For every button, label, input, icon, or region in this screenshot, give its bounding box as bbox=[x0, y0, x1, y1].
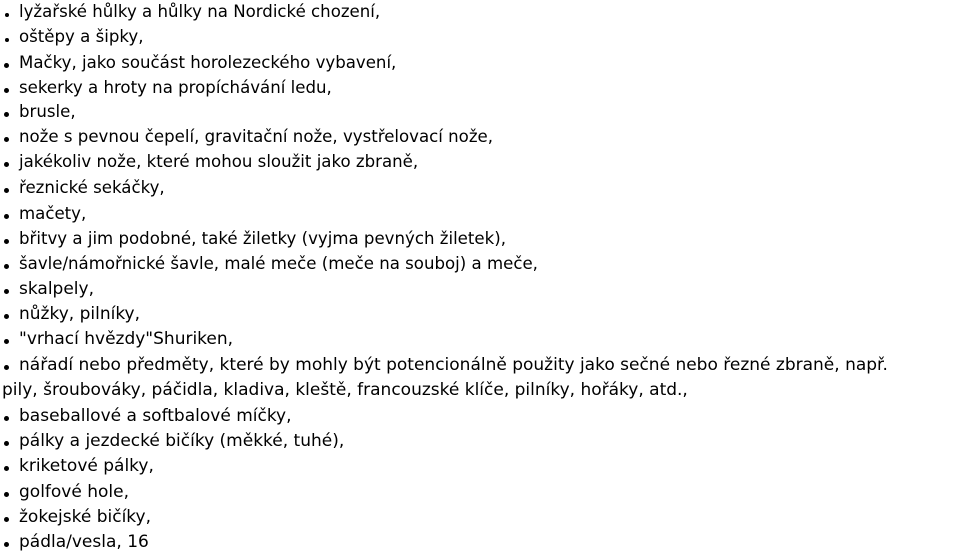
bullet-icon bbox=[4, 517, 9, 522]
list-item-text: jakékoliv nože, které mohou sloužit jako zbraně, bbox=[19, 152, 419, 171]
bullet-icon bbox=[4, 289, 9, 294]
list-item-text: lyžařské hůlky a hůlky na Nordické chození, bbox=[19, 2, 381, 21]
list-item-text: šavle/námořnické šavle, malé meče (meče na souboj) a meče, bbox=[19, 254, 538, 273]
list-item-text: brusle, bbox=[19, 102, 76, 121]
bullet-icon bbox=[4, 466, 9, 471]
list-item-text: mačety, bbox=[19, 204, 87, 223]
bullet-icon bbox=[4, 137, 9, 142]
bullet-icon bbox=[4, 314, 9, 319]
list-item-text: skalpely, bbox=[19, 279, 94, 299]
bullet-icon bbox=[5, 13, 9, 17]
list-item-text: kriketové pálky, bbox=[19, 456, 154, 476]
list-item-text: sekerky a hroty na propíchávání ledu, bbox=[19, 78, 332, 97]
bullet-icon bbox=[4, 542, 9, 547]
list-item-text: pily, šroubováky, páčidla, kladiva, kleště, francouzské klíče, pilníky, hořáky, atd., bbox=[2, 380, 688, 400]
bullet-icon bbox=[4, 63, 9, 68]
bullet-icon bbox=[4, 188, 9, 193]
bullet-icon bbox=[4, 441, 9, 446]
bullet-icon bbox=[4, 416, 9, 421]
list-item-text: Mačky, jako součást horolezeckého vybavení, bbox=[19, 53, 397, 72]
bullet-icon bbox=[4, 162, 9, 167]
list-item-text: pálky a jezdecké bičíky (měkké, tuhé), bbox=[19, 431, 345, 451]
bullet-icon bbox=[4, 239, 9, 244]
list-item-text: pádla/vesla, 16 bbox=[19, 532, 149, 552]
list-item-text: nože s pevnou čepelí, gravitační nože, vystřelovací nože, bbox=[19, 127, 494, 146]
list-item-text: golfové hole, bbox=[19, 482, 129, 502]
bullet-icon bbox=[5, 38, 9, 42]
list-item-text: řeznické sekáčky, bbox=[19, 178, 165, 197]
bullet-icon bbox=[4, 365, 9, 370]
list-item-text: baseballové a softbalové míčky, bbox=[19, 406, 292, 426]
bullet-icon bbox=[4, 492, 9, 497]
bullet-icon bbox=[4, 112, 9, 117]
bullet-icon bbox=[4, 339, 9, 344]
list-item-text: žokejské bičíky, bbox=[19, 507, 151, 527]
list-item-text: "vrhací hvězdy"Shuriken, bbox=[19, 329, 234, 349]
bullet-icon bbox=[4, 214, 9, 219]
list-item-text: nářadí nebo předměty, které by mohly být potencionálně použity jako sečné nebo řezné zbraně, např. bbox=[19, 355, 888, 375]
list-item-text: oštěpy a šipky, bbox=[19, 27, 144, 46]
bullet-icon bbox=[4, 88, 9, 93]
list-item-text: nůžky, pilníky, bbox=[19, 304, 141, 324]
bullet-icon bbox=[4, 264, 9, 269]
list-item-text: břitvy a jim podobné, také žiletky (vyjma pevných žiletek), bbox=[19, 229, 506, 248]
